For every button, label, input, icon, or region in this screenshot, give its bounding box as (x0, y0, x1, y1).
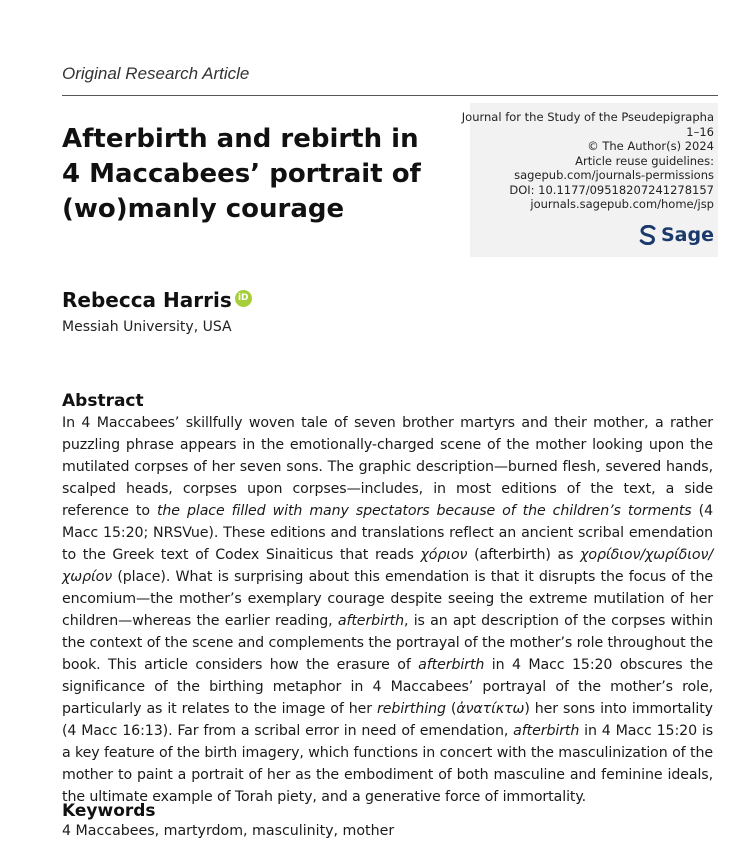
abstract-greek-1: χόριον (420, 547, 468, 563)
abstract-greek-3: ἀνατίκτω (456, 701, 525, 717)
journal-info (454, 110, 714, 212)
author-name: Rebecca Harris (62, 288, 232, 312)
article-type-label: Original Research Article (62, 64, 250, 83)
journal-reuse-label: Article reuse guidelines: (575, 153, 714, 168)
abstract-text-7: ( (445, 701, 457, 717)
header-rule (62, 95, 718, 96)
article-title (62, 122, 462, 227)
journal-pages: 1–16 (686, 124, 714, 139)
abstract-heading: Abstract (62, 391, 144, 411)
journal-name: Journal for the Study of the Pseudepigrapha (461, 110, 714, 124)
abstract-greek-2: χορίδιον/χωρίδιον/χωρίον (62, 547, 714, 585)
abstract-italic-3: afterbirth (418, 657, 485, 673)
sage-logo-text: Sage (661, 224, 714, 246)
abstract-text-1: In 4 Maccabees’ skillfully woven tale of seven brother martyrs and their mother, a rather puzzling phrase appears in the emotionally-charged scene of the mother looking upon the mutilated corpses of her seven sons. The graphic description—burned flesh, severed hands, scalped heads, corpses upon corpses—includes, in most editions of the text, a side reference to (62, 415, 713, 519)
abstract-text-8: ) her sons into immortality (4 Macc 16:13). Far from a scribal error in need of emendation, (62, 701, 713, 739)
journal-reuse-link[interactable]: sagepub.com/journals-permissions (514, 168, 714, 182)
abstract-italic-5: afterbirth (513, 723, 580, 739)
author-affiliation: Messiah University, USA (62, 319, 232, 335)
journal-homepage-link[interactable]: journals.sagepub.com/home/jsp (530, 197, 714, 211)
journal-doi[interactable]: DOI: 10.1177/09518207241278157 (509, 182, 714, 197)
title-line-2: 4 Maccabees’ portrait of (62, 159, 421, 189)
abstract-text-3: (afterbirth) as (467, 547, 581, 563)
journal-copyright: © The Author(s) 2024 (587, 139, 714, 153)
keywords-heading: Keywords (62, 801, 156, 821)
title-line-1: Afterbirth and rebirth in (62, 124, 419, 154)
abstract-text-6: in 4 Macc 15:20 obscures the significance of the birthing metaphor in 4 Maccabees’ portrayal of the mother’s role, particularly as it relates to the image of her (62, 657, 713, 717)
abstract-text-5: , is an apt description of the corpses within the context of the scene and complements the portrayal of the mother’s role throughout the book. This article considers how the erasure of (62, 613, 713, 673)
abstract-italic-2: afterbirth (337, 613, 405, 629)
abstract-text-9: in 4 Macc 15:20 is a key feature of the birth imagery, which functions in concert with the masculinization of the mother to paint a portrait of her as the embodiment of both masculine and feminine ideals, the ultimate example of Torah piety, and a generative force of immortality. (62, 723, 714, 805)
keywords-list: 4 Maccabees, martyrdom, masculinity, mother (62, 823, 395, 839)
abstract-italic-1: the place filled with many spectators because of the children’s torments (156, 503, 692, 519)
abstract-italic-4: rebirthing (377, 701, 446, 717)
abstract-body (62, 412, 713, 808)
abstract-text-4: (place). What is surprising about this emendation is that it disrupts the focus of the encomium—the mother’s exemplary courage despite seeing the extreme mutilation of her children—whereas the earlier reading, (62, 569, 713, 629)
title-line-3: (wo)manly courage (62, 194, 345, 224)
sage-s-icon (639, 225, 657, 245)
sage-logo (639, 224, 714, 246)
abstract-text-2: (4 Macc 15:20; NRSVue). These editions and translations reflect an ancient scribal emendation to the Greek text of Codex Sinaiticus that reads (62, 503, 713, 563)
author-line (62, 288, 252, 312)
orcid-icon[interactable]: iD (235, 290, 252, 307)
